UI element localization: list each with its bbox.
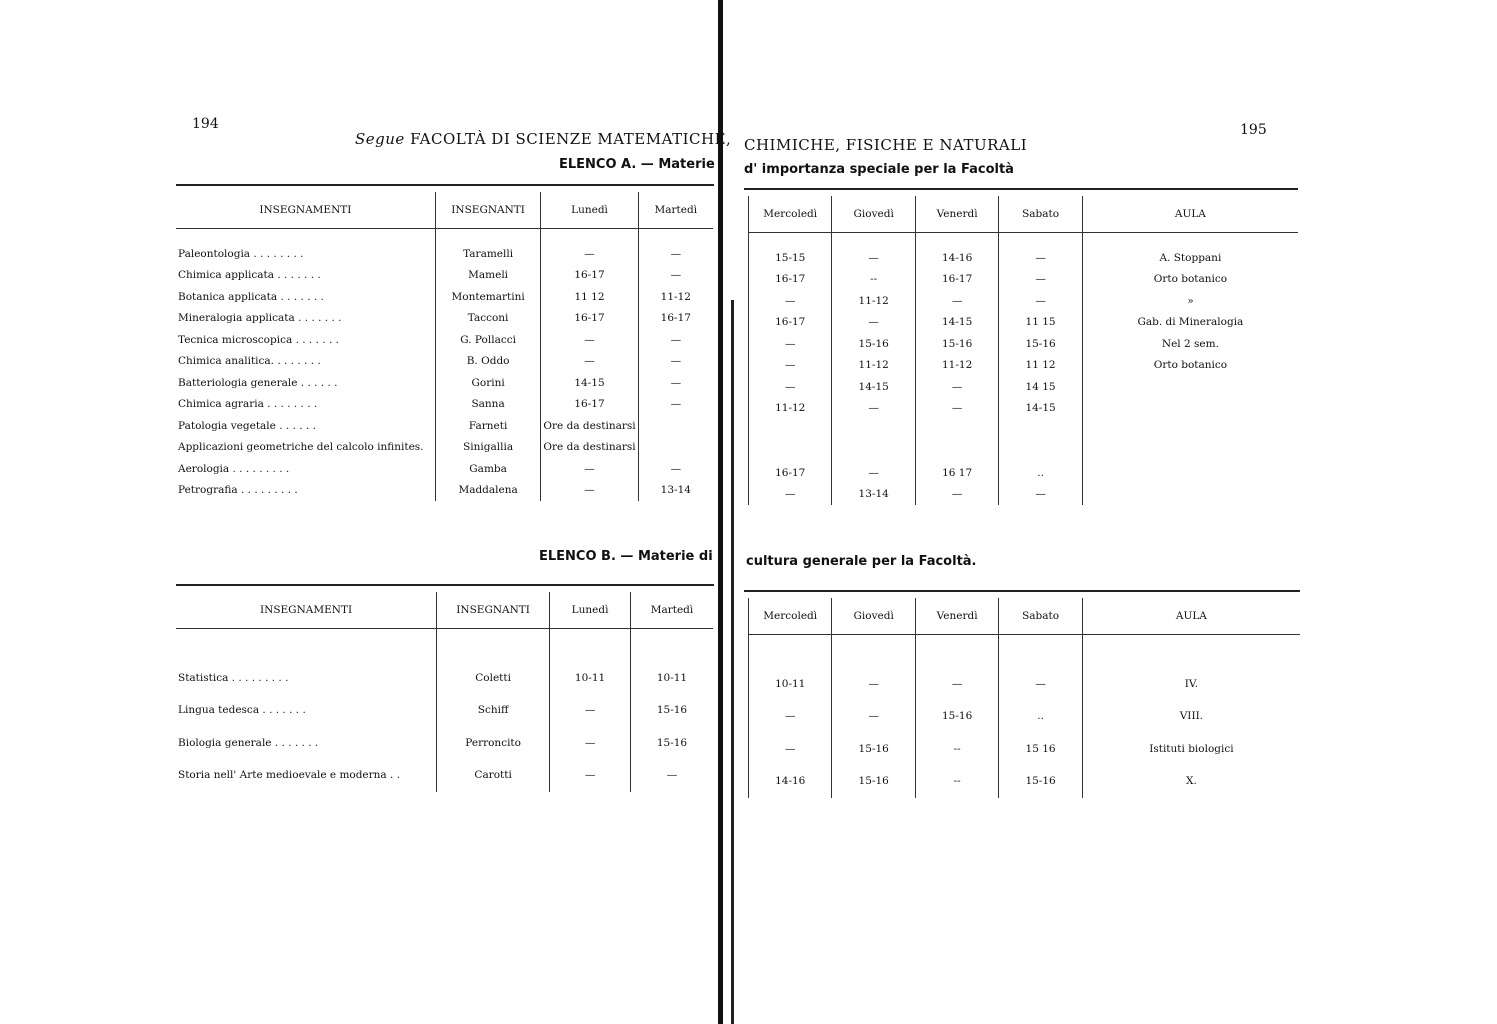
- aula-cell: Nel 2 sem.: [1082, 333, 1298, 355]
- table-row: [176, 351, 713, 373]
- list-a-heading-right: d' importanza speciale per la Facoltà: [744, 162, 1014, 177]
- header-insegnamenti: INSEGNAMENTI: [176, 192, 435, 229]
- lunedi-cell: 16-17: [541, 265, 638, 287]
- insegnante-cell: Sanna: [435, 394, 541, 416]
- table-row: [176, 662, 713, 695]
- insegnamento-cell: Lingua tedesca . . . . . . .: [178, 704, 306, 717]
- spacer-row: [176, 229, 713, 244]
- giovedi-cell: 13-14: [832, 484, 915, 506]
- mercoledi-cell: 16-17: [749, 462, 832, 484]
- table-row: [176, 394, 713, 416]
- venerdi-cell: 15-16: [915, 333, 998, 355]
- mercoledi-cell: [749, 441, 832, 463]
- table-row: [176, 437, 713, 459]
- venerdi-cell: —: [915, 376, 998, 398]
- mercoledi-cell: 11-12: [749, 398, 832, 420]
- spacer-cell: [435, 229, 541, 244]
- mercoledi-cell: —: [749, 290, 832, 312]
- insegnamento-cell: Applicazioni geometriche del calcolo infinites.: [178, 441, 424, 454]
- spacer-cell: [915, 635, 998, 668]
- header-martedi: Martedì: [638, 192, 713, 229]
- aula-cell: Istituti biologici: [1082, 733, 1300, 766]
- insegnamento-cell: Batteriologia generale . . . . . .: [178, 376, 338, 389]
- mercoledi-cell: 14-16: [749, 765, 832, 798]
- table-row: [176, 694, 713, 727]
- martedi-cell: [638, 415, 713, 437]
- martedi-cell: —: [638, 329, 713, 351]
- lunedi-cell: —: [550, 694, 631, 727]
- martedi-cell: 15-16: [630, 694, 713, 727]
- table-row: [176, 458, 713, 480]
- header-insegnamenti-b: INSEGNAMENTI: [176, 592, 437, 629]
- venerdi-cell: —: [915, 290, 998, 312]
- insegnante-cell: G. Pollacci: [435, 329, 541, 351]
- venerdi-cell: --: [915, 733, 998, 766]
- insegnante-cell: Taramelli: [435, 243, 541, 265]
- sabato-cell: 11 12: [999, 355, 1082, 377]
- insegnamento-cell: Paleontologia . . . . . . . .: [178, 247, 304, 260]
- giovedi-cell: [832, 419, 915, 441]
- elenco-b-right-table: [748, 598, 1300, 798]
- mercoledi-cell: —: [749, 484, 832, 506]
- mercoledi-cell: 10-11: [749, 668, 832, 701]
- aula-cell: Gab. di Mineralogia: [1082, 312, 1298, 334]
- table-row: [749, 441, 1299, 463]
- giovedi-cell: —: [832, 668, 915, 701]
- list-b-heading-right: cultura generale per la Facoltà.: [746, 554, 977, 569]
- list-a-heading-left: ELENCO A. — Materie: [559, 157, 715, 172]
- table-row: [176, 480, 713, 502]
- martedi-cell: —: [638, 394, 713, 416]
- venerdi-cell: 16-17: [915, 269, 998, 291]
- spacer-cell: [176, 229, 435, 244]
- running-head-text: FACOLTÀ DI SCIENZE MATEMATICHE,: [410, 130, 732, 148]
- aula-cell: Orto botanico: [1082, 269, 1298, 291]
- table-row: [749, 700, 1301, 733]
- giovedi-cell: 15-16: [832, 733, 915, 766]
- sabato-cell: [999, 419, 1082, 441]
- table-row: [176, 308, 713, 330]
- venerdi-cell: —: [915, 398, 998, 420]
- insegnamento-cell: Chimica agraria . . . . . . . .: [178, 398, 318, 411]
- spacer-cell: [550, 629, 631, 662]
- sabato-cell: 14 15: [999, 376, 1082, 398]
- giovedi-cell: —: [832, 247, 915, 269]
- venerdi-cell: 14-16: [915, 247, 998, 269]
- insegnante-cell: Farneti: [435, 415, 541, 437]
- header-lunedi-b: Lunedì: [550, 592, 631, 629]
- page-number-left: 194: [192, 116, 219, 132]
- lunedi-cell: 16-17: [541, 394, 638, 416]
- header-martedi-b: Martedì: [630, 592, 713, 629]
- martedi-cell: 16-17: [638, 308, 713, 330]
- table-row: [176, 286, 713, 308]
- venerdi-cell: —: [915, 484, 998, 506]
- aula-cell: A. Stoppani: [1082, 247, 1298, 269]
- lunedi-cell: 11 12: [541, 286, 638, 308]
- top-rule-a-left: [176, 184, 714, 186]
- mercoledi-cell: [749, 419, 832, 441]
- spacer-cell: [749, 635, 832, 668]
- header-mercoledi-b: Mercoledì: [749, 598, 832, 635]
- top-rule-a-right: [744, 188, 1298, 190]
- insegnamento-cell: Tecnica microscopica . . . . . . .: [178, 333, 339, 346]
- aula-cell: Orto botanico: [1082, 355, 1298, 377]
- insegnante-cell: B. Oddo: [435, 351, 541, 373]
- table-row: [176, 372, 713, 394]
- giovedi-cell: —: [832, 312, 915, 334]
- table-row: [176, 243, 713, 265]
- martedi-cell: —: [638, 458, 713, 480]
- giovedi-cell: —: [832, 462, 915, 484]
- spacer-cell: [1082, 233, 1298, 248]
- left-page: [0, 0, 732, 1024]
- giovedi-cell: 11-12: [832, 355, 915, 377]
- martedi-cell: —: [638, 372, 713, 394]
- running-head-right: CHIMICHE, FISICHE E NATURALI: [744, 136, 1028, 154]
- header-venerdi-b: Venerdì: [915, 598, 998, 635]
- spacer-cell: [915, 233, 998, 248]
- spacer-cell: [999, 635, 1082, 668]
- aula-cell: [1082, 441, 1298, 463]
- spacer-cell: [638, 229, 713, 244]
- elenco-b-left-table: [176, 592, 713, 792]
- venerdi-cell: 16 17: [915, 462, 998, 484]
- venerdi-cell: [915, 419, 998, 441]
- insegnante-cell: Carotti: [437, 759, 550, 792]
- sabato-cell: —: [999, 484, 1082, 506]
- venerdi-cell: 14-15: [915, 312, 998, 334]
- lunedi-cell: —: [541, 458, 638, 480]
- insegnamento-cell: Storia nell' Arte medioevale e moderna . .: [178, 769, 401, 782]
- aula-cell: [1082, 419, 1298, 441]
- sabato-cell: 15 16: [999, 733, 1082, 766]
- table-row: [176, 759, 713, 792]
- mercoledi-cell: —: [749, 700, 832, 733]
- table-row: [749, 355, 1299, 377]
- header-venerdi: Venerdì: [915, 196, 998, 233]
- insegnamento-cell: Chimica analitica. . . . . . . .: [178, 355, 321, 368]
- table-row: [749, 290, 1299, 312]
- insegnante-cell: Schiff: [437, 694, 550, 727]
- sabato-cell: ..: [999, 700, 1082, 733]
- table-row: [749, 376, 1299, 398]
- spacer-cell: [832, 233, 915, 248]
- giovedi-cell: --: [832, 269, 915, 291]
- elenco-a-left-table: [176, 192, 713, 501]
- top-rule-b-left: [176, 584, 714, 586]
- aula-cell: [1082, 376, 1298, 398]
- martedi-cell: —: [638, 243, 713, 265]
- martedi-cell: —: [630, 759, 713, 792]
- header-aula-b: AULA: [1082, 598, 1300, 635]
- table-row: [176, 329, 713, 351]
- table-row: [176, 265, 713, 287]
- table-row: [749, 333, 1299, 355]
- table-row: [749, 462, 1299, 484]
- insegnante-cell: Mameli: [435, 265, 541, 287]
- insegnamento-cell: Mineralogia applicata . . . . . . .: [178, 312, 342, 325]
- table-row: [749, 419, 1299, 441]
- header-insegnanti-b: INSEGNANTI: [437, 592, 550, 629]
- sabato-cell: [999, 441, 1082, 463]
- martedi-cell: —: [638, 265, 713, 287]
- spacer-cell: [749, 233, 832, 248]
- table-row: [749, 398, 1299, 420]
- header-giovedi-b: Giovedì: [832, 598, 915, 635]
- mercoledi-cell: 15-15: [749, 247, 832, 269]
- spacer-cell: [176, 629, 437, 662]
- elenco-a-right-table: [748, 196, 1298, 505]
- spacer-cell: [999, 233, 1082, 248]
- martedi-cell: 13-14: [638, 480, 713, 502]
- aula-cell: IV.: [1082, 668, 1300, 701]
- venerdi-cell: [915, 441, 998, 463]
- giovedi-cell: —: [832, 398, 915, 420]
- right-page: [722, 0, 1497, 1024]
- giovedi-cell: —: [832, 700, 915, 733]
- table-row: [749, 765, 1301, 798]
- venerdi-cell: --: [915, 765, 998, 798]
- insegnante-cell: Sinigallia: [435, 437, 541, 459]
- lunedi-cell: Ore da destinarsi: [541, 437, 638, 459]
- insegnamento-cell: Petrografia . . . . . . . . .: [178, 484, 298, 497]
- aula-cell: »: [1082, 290, 1298, 312]
- table-row: [176, 727, 713, 760]
- martedi-cell: [638, 437, 713, 459]
- page-number-right: 195: [1240, 122, 1267, 138]
- sabato-cell: 11 15: [999, 312, 1082, 334]
- insegnante-cell: Gamba: [435, 458, 541, 480]
- running-head-italic: Segue: [355, 130, 405, 148]
- mercoledi-cell: —: [749, 333, 832, 355]
- spacer-row: [176, 629, 713, 662]
- spacer-row: [749, 233, 1299, 248]
- insegnante-cell: Coletti: [437, 662, 550, 695]
- insegnante-cell: Gorini: [435, 372, 541, 394]
- spacer-cell: [1082, 635, 1300, 668]
- martedi-cell: 11-12: [638, 286, 713, 308]
- aula-cell: [1082, 462, 1298, 484]
- insegnamento-cell: Statistica . . . . . . . . .: [178, 671, 289, 684]
- mercoledi-cell: —: [749, 355, 832, 377]
- lunedi-cell: —: [541, 480, 638, 502]
- aula-cell: [1082, 484, 1298, 506]
- insegnamento-cell: Aerologia . . . . . . . . .: [178, 462, 290, 475]
- venerdi-cell: —: [915, 668, 998, 701]
- header-mercoledi: Mercoledì: [749, 196, 832, 233]
- sabato-cell: —: [999, 247, 1082, 269]
- mercoledi-cell: —: [749, 733, 832, 766]
- lunedi-cell: —: [541, 329, 638, 351]
- venerdi-cell: 15-16: [915, 700, 998, 733]
- running-head-left: [355, 130, 731, 148]
- lunedi-cell: —: [541, 243, 638, 265]
- lunedi-cell: 16-17: [541, 308, 638, 330]
- lunedi-cell: 14-15: [541, 372, 638, 394]
- sabato-cell: 15-16: [999, 765, 1082, 798]
- lunedi-cell: 10-11: [550, 662, 631, 695]
- insegnante-cell: Maddalena: [435, 480, 541, 502]
- aula-cell: X.: [1082, 765, 1300, 798]
- venerdi-cell: 11-12: [915, 355, 998, 377]
- lunedi-cell: —: [550, 759, 631, 792]
- giovedi-cell: 14-15: [832, 376, 915, 398]
- giovedi-cell: 15-16: [832, 765, 915, 798]
- spacer-cell: [630, 629, 713, 662]
- header-insegnanti: INSEGNANTI: [435, 192, 541, 229]
- spacer-cell: [437, 629, 550, 662]
- insegnante-cell: Tacconi: [435, 308, 541, 330]
- sabato-cell: 15-16: [999, 333, 1082, 355]
- header-sabato-b: Sabato: [999, 598, 1082, 635]
- insegnamento-cell: Biologia generale . . . . . . .: [178, 736, 319, 749]
- list-b-heading-left: ELENCO B. — Materie di: [539, 549, 713, 564]
- table-row: [749, 269, 1299, 291]
- giovedi-cell: 11-12: [832, 290, 915, 312]
- mercoledi-cell: 16-17: [749, 269, 832, 291]
- insegnante-cell: Montemartini: [435, 286, 541, 308]
- giovedi-cell: 15-16: [832, 333, 915, 355]
- spacer-cell: [832, 635, 915, 668]
- insegnamento-cell: Chimica applicata . . . . . . .: [178, 269, 321, 282]
- table-row: [176, 415, 713, 437]
- spacer-cell: [541, 229, 638, 244]
- header-lunedi: Lunedì: [541, 192, 638, 229]
- table-row: [749, 312, 1299, 334]
- sabato-cell: 14-15: [999, 398, 1082, 420]
- table-row: [749, 668, 1301, 701]
- header-sabato: Sabato: [999, 196, 1082, 233]
- mercoledi-cell: 16-17: [749, 312, 832, 334]
- aula-cell: VIII.: [1082, 700, 1300, 733]
- lunedi-cell: Ore da destinarsi: [541, 415, 638, 437]
- sabato-cell: —: [999, 290, 1082, 312]
- sabato-cell: ..: [999, 462, 1082, 484]
- top-rule-b-right: [744, 590, 1300, 592]
- giovedi-cell: [832, 441, 915, 463]
- mercoledi-cell: —: [749, 376, 832, 398]
- sabato-cell: —: [999, 269, 1082, 291]
- insegnamento-cell: Botanica applicata . . . . . . .: [178, 290, 324, 303]
- table-row: [749, 733, 1301, 766]
- table-row: [749, 247, 1299, 269]
- insegnante-cell: Perroncito: [437, 727, 550, 760]
- spacer-row: [749, 635, 1301, 668]
- lunedi-cell: —: [550, 727, 631, 760]
- aula-cell: [1082, 398, 1298, 420]
- lunedi-cell: —: [541, 351, 638, 373]
- table-row: [749, 484, 1299, 506]
- martedi-cell: 15-16: [630, 727, 713, 760]
- sabato-cell: —: [999, 668, 1082, 701]
- martedi-cell: —: [638, 351, 713, 373]
- insegnamento-cell: Patologia vegetale . . . . . .: [178, 419, 316, 432]
- header-aula: AULA: [1082, 196, 1298, 233]
- martedi-cell: 10-11: [630, 662, 713, 695]
- header-giovedi: Giovedì: [832, 196, 915, 233]
